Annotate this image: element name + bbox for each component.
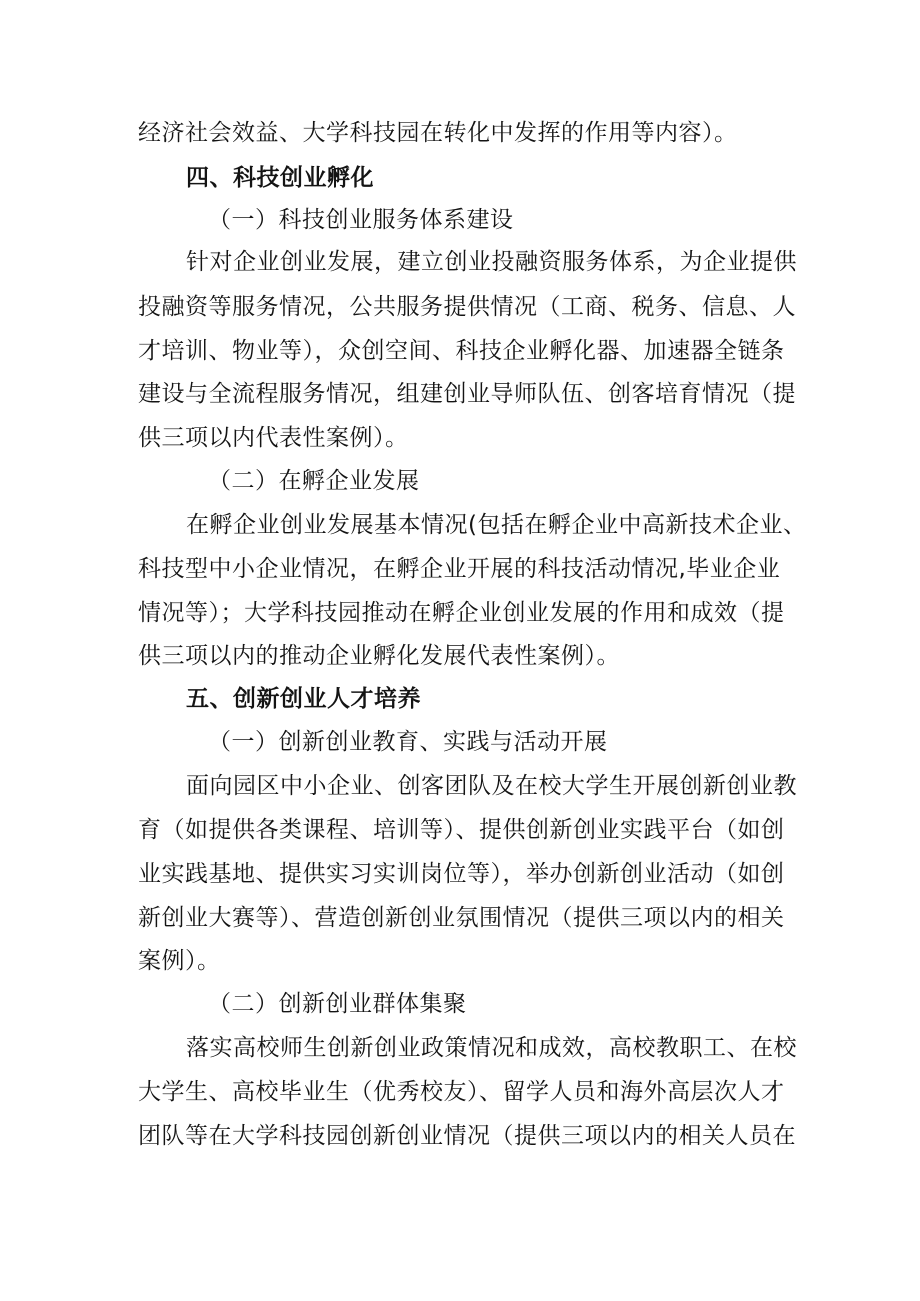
subsection-heading: （一）科技创业服务体系建设 <box>208 207 514 233</box>
paragraph-line: 落实高校师生创新创业政策情况和成效，高校教职工、在校 <box>186 1035 797 1061</box>
paragraph-line: 建设与全流程服务情况，组建创业导师队伍、创客培育情况（提 <box>138 381 796 407</box>
paragraph-line: 大学生、高校毕业生（优秀校友）、留学人员和海外高层次人才 <box>138 1079 785 1105</box>
paragraph-line: 才培训、物业等），众创空间、科技企业孵化器、加速器全链条 <box>138 338 785 364</box>
paragraph-line: 业实践基地、提供实习实训岗位等），举办创新创业活动（如创 <box>138 861 785 887</box>
paragraph-line: 投融资等服务情况，公共服务提供情况（工商、税务、信息、人 <box>138 294 796 320</box>
section-heading: 四、科技创业孵化 <box>186 165 374 191</box>
section-heading: 五、创新创业人才培养 <box>186 686 421 712</box>
paragraph-line: 面向园区中小企业、创客团队及在校大学生开展创新创业教 <box>186 773 797 799</box>
paragraph-line: 科技型中小企业情况，在孵企业开展的科技活动情况,毕业企业 <box>138 556 781 582</box>
subsection-heading: （二）创新创业群体集聚 <box>208 991 467 1017</box>
paragraph-line: 在孵企业创业发展基本情况(包括在孵企业中高新技术企业、 <box>186 512 807 538</box>
paragraph-line: 供三项以内的推动企业孵化发展代表性案例）。 <box>138 643 620 669</box>
paragraph-line: 供三项以内代表性案例）。 <box>138 425 409 451</box>
paragraph-line: 针对企业创业发展，建立创业投融资服务体系，为企业提供 <box>186 249 797 275</box>
paragraph-line: 情况等）；大学科技园推动在孵企业创业发展的作用和成效（提 <box>138 600 785 626</box>
paragraph-line: 育（如提供各类课程、培训等）、提供创新创业实践平台（如创 <box>138 817 785 843</box>
paragraph-line: 案例）。 <box>138 948 221 974</box>
paragraph-line: 新创业大赛等）、营造创新创业氛围情况（提供三项以内的相关 <box>138 905 785 931</box>
subsection-heading: （一）创新创业教育、实践与活动开展 <box>208 729 608 755</box>
subsection-heading: （二）在孵企业发展 <box>208 468 420 494</box>
paragraph-line: 团队等在大学科技园创新创业情况（提供三项以内的相关人员在 <box>138 1123 796 1149</box>
paragraph-line: 经济社会效益、大学科技园在转化中发挥的作用等内容）。 <box>138 120 738 146</box>
